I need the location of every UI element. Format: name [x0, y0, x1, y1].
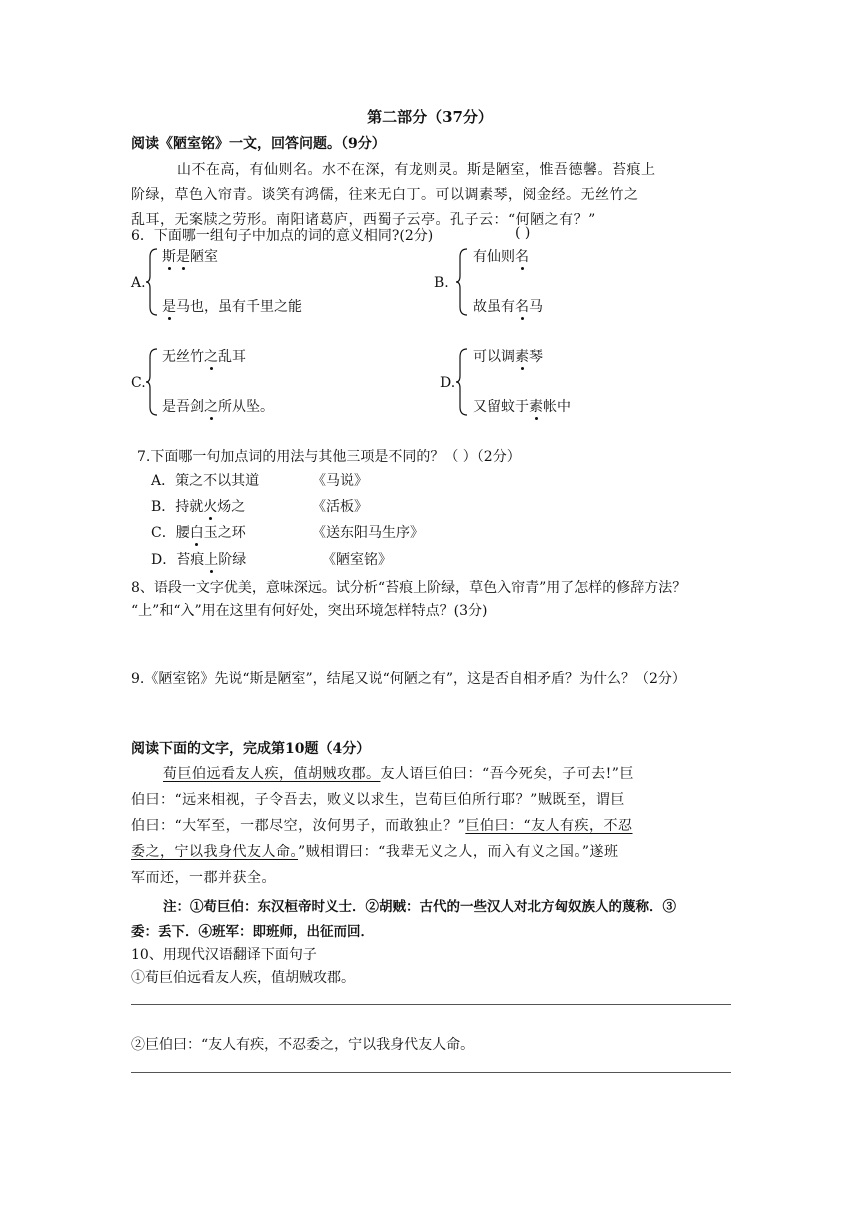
- section1-heading: 阅读《陋室铭》一文，回答问题。（9分）: [131, 136, 386, 152]
- passage-line-1: 山不在高，有仙则名。水不在深，有龙则灵。斯是陋室，惟吾德馨。苔痕上: [177, 162, 656, 178]
- q6-option-b-line-2: 故虽有名马: [473, 296, 543, 316]
- passage-line-2: 阶绿，草色入帘青。谈笑有鸿儒，往来无白丁。可以调素琴，阅金经。无丝竹之: [131, 187, 639, 203]
- q6-option-c-label: C.: [131, 375, 146, 391]
- q8-line-2: “上”和“入”用在这里有何好处，突出环境怎样特点？(3分): [131, 603, 488, 619]
- q6-answer-paren: ( ): [515, 225, 531, 241]
- q10-sentence-1: ①荀巨伯远看友人疾，值胡贼攻郡。: [131, 970, 355, 986]
- q6-stem: 6．下面哪一组句子中加点的词的意义相同?(2分): [131, 228, 434, 244]
- q7-option-d-source: 《陋室铭》: [322, 552, 392, 568]
- story-line-1: 荀巨伯远看友人疾，值胡贼攻郡。友人语巨伯曰：“吾今死矣，子可去!”巨: [163, 766, 634, 782]
- story-line-5: 军而还，一郡并获全。: [131, 870, 276, 886]
- q6-option-d-line-2: 又留蚊于素帐中: [473, 396, 571, 416]
- q6-option-d-label: D.: [440, 375, 456, 391]
- q6-option-c-line-2: 是吾剑之所从坠。: [162, 396, 274, 416]
- q7-option-c: C．腰白玉之环: [151, 522, 246, 542]
- brace-icon: [455, 247, 469, 317]
- passage-line-3: 乱耳，无案牍之劳形。南阳诸葛庐，西蜀子云亭。孔子云：“何陋之有？”: [131, 212, 596, 228]
- q6-option-a-line-2: 是马也，虽有千里之能: [162, 296, 302, 316]
- q7-option-d: D．苔痕上阶绿: [151, 549, 246, 569]
- q9-stem: 9.《陋室铭》先说“斯是陋室”，结尾又说“何陋之有”，这是否自相矛盾？为什么？（2分）: [131, 671, 686, 687]
- q6-option-c-line-1: 无丝竹之乱耳: [162, 346, 246, 366]
- q6-option-a-line-1: 斯是陋室: [162, 246, 218, 266]
- q7-option-c-source: 《送东阳马生序》: [312, 525, 424, 541]
- story-line-4: 委之，宁以我身代友人命。”贼相谓曰：“我辈无义之人，而入有义之国。”遂班: [131, 844, 619, 860]
- answer-line-1: [131, 1004, 731, 1005]
- brace-icon: [145, 347, 159, 417]
- answer-line-2: [131, 1072, 731, 1073]
- brace-icon: [145, 247, 159, 317]
- q10-stem: 10、用现代汉语翻译下面句子: [131, 947, 317, 963]
- story-line-3: 伯曰：“大军至，一郡尽空，汝何男子，而敢独止？”巨伯曰：“友人有疾，不忍: [131, 818, 633, 834]
- q7-option-b: B．持就火炀之: [151, 496, 245, 516]
- brace-icon: [455, 347, 469, 417]
- story-line-2: 伯曰：“远来相视，子令吾去，败义以求生，岂荀巨伯所行耶？”贼既至，谓巨: [131, 792, 625, 808]
- q6-option-a-label: A.: [131, 275, 146, 291]
- q6-option-b-line-1: 有仙则名: [473, 246, 529, 266]
- q8-line-1: 8、语段一文字优美，意味深远。试分析“苔痕上阶绿，草色入帘青”用了怎样的修辞方法？: [131, 580, 687, 596]
- footnote-line-2: 委：丢下．④班军：即班师，出征而回．: [131, 924, 374, 940]
- q7-stem: 7.下面哪一句加点词的用法与其他三项是不同的？（ ）（2分）: [137, 449, 521, 465]
- footnote-line-1: 注：①荀巨伯：东汉桓帝时义士．②胡贼：古代的一些汉人对北方匈奴族人的蔑称．③: [163, 899, 676, 915]
- q7-option-a-source: 《马说》: [312, 473, 368, 489]
- page-title: 第二部分（37分）: [367, 108, 493, 126]
- q7-option-b-source: 《活板》: [312, 499, 368, 515]
- q7-option-a: A．策之不以其道: [151, 473, 260, 489]
- q6-option-d-line-1: 可以调素琴: [473, 346, 543, 366]
- section2-heading: 阅读下面的文字，完成第10题（4分）: [131, 741, 371, 757]
- q6-option-b-label: B.: [434, 275, 449, 291]
- q10-sentence-2: ②巨伯曰：“友人有疾，不忍委之，宁以我身代友人命。: [131, 1037, 475, 1053]
